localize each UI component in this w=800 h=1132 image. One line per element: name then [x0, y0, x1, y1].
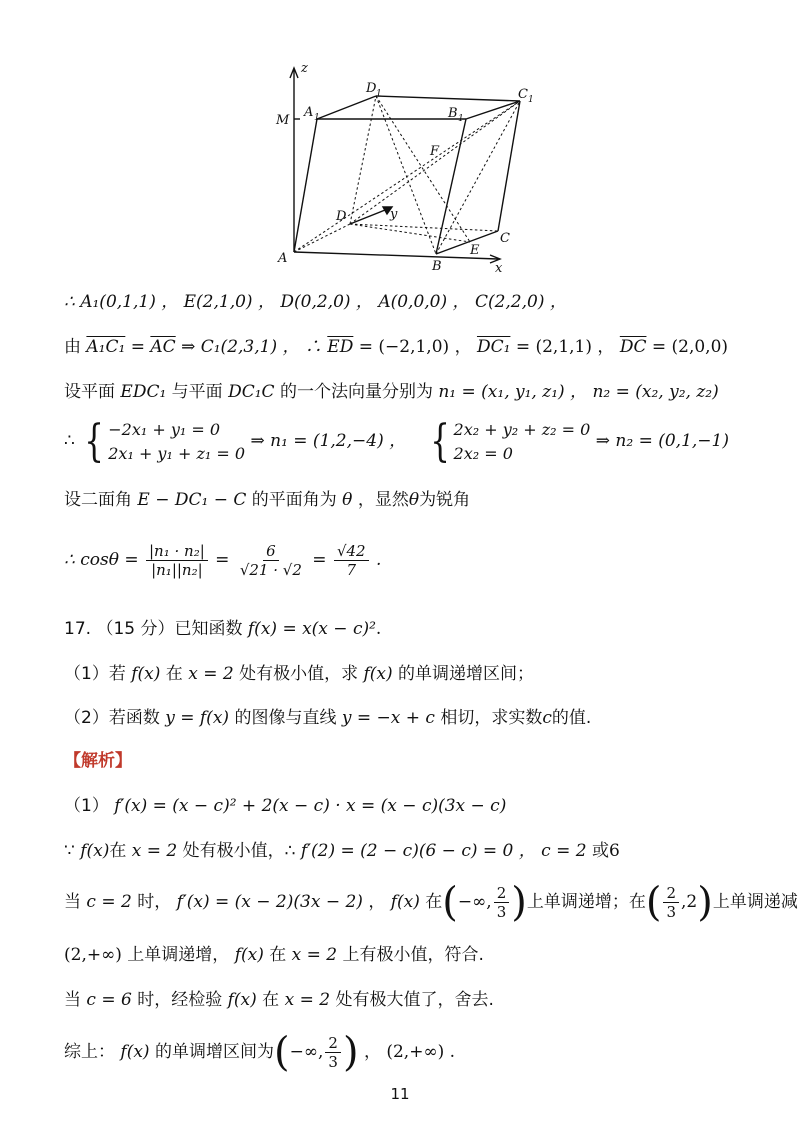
label-x: x — [495, 261, 503, 276]
system-2 — [426, 415, 591, 467]
text-set-plane: 设平面 — [64, 382, 115, 402]
text-plane-angle: 的平面角为 — [251, 490, 337, 510]
c-eq-6: c = 6 — [81, 990, 138, 1010]
interval-end: ,2 — [681, 892, 698, 912]
question-17 — [64, 617, 381, 641]
y-fx: y = f(x) — [165, 708, 230, 728]
question-17-part-2 — [64, 706, 591, 730]
system-2-row-1: 2x₂ + y₂ + z₂ = 0 — [453, 419, 591, 439]
function-def: f(x) = x(x − c)² — [247, 619, 376, 639]
cosine-line — [64, 530, 381, 590]
frac-num: 2 — [663, 884, 679, 903]
paren-close: ) — [697, 879, 713, 926]
label-e: E — [470, 243, 480, 258]
fraction-two-thirds — [494, 884, 510, 921]
paren-open: ( — [645, 879, 662, 926]
coordinates-line: ∴ A₁(0,1,1) ， E(2,1,0) ， D(0,2,0) ， A(0,0,0) ， C(2,2,0) ， — [64, 292, 567, 312]
vec-ed: $\overline{ED}$ — [327, 337, 354, 357]
x-axis — [294, 252, 498, 259]
interval-2: ， (2,+∞) . — [358, 1042, 456, 1062]
fraction-two-thirds — [663, 884, 679, 921]
theta-1: θ — [336, 490, 358, 510]
fraction-2 — [237, 542, 305, 579]
label-b: B — [432, 259, 442, 274]
vector-line — [64, 335, 728, 359]
system-2-row-2: 2x₂ = 0 — [453, 443, 513, 463]
edge-d-d1 — [350, 96, 376, 224]
interval: (2,+∞) — [64, 945, 128, 965]
edge-b-b1 — [436, 119, 466, 254]
page-number: 11 — [390, 1085, 410, 1103]
x-eq-2: x = 2 — [284, 990, 331, 1010]
eq-3: = — [312, 550, 332, 570]
label-b1: B — [448, 106, 458, 121]
interval-start: −∞, — [457, 892, 492, 912]
text: 时， — [137, 892, 177, 912]
edge-a1-d1 — [317, 96, 376, 119]
text-normal-vectors: 的一个法向量分别为 — [279, 382, 433, 402]
frac-den: 3 — [666, 903, 677, 921]
vec-dc: $\overline{DC}$ — [619, 337, 647, 357]
label-m: M — [276, 113, 290, 128]
text: （1） — [64, 796, 115, 816]
question-17-part-1 — [64, 662, 534, 686]
paren-close: ) — [342, 1029, 359, 1076]
paren-open: ( — [273, 1029, 290, 1076]
theta-2: θ — [408, 490, 420, 510]
fx: f(x) — [131, 664, 161, 684]
text: 上单调递增， — [127, 945, 235, 965]
n1-result: ⇒ n₁ = (1,2,−4) ， — [250, 431, 407, 451]
fraction-1-den: |n₁||n₂| — [151, 561, 203, 579]
because-symbol: ∵ — [64, 841, 81, 861]
fraction-1 — [146, 542, 208, 579]
frac-den: 3 — [496, 903, 507, 921]
period: . — [375, 619, 382, 639]
text: 的单调递增区间； — [392, 664, 535, 684]
text: 的图像与直线 — [229, 708, 342, 728]
label-z: z — [301, 61, 308, 76]
edge-d1-c1 — [376, 96, 520, 101]
label-y: y — [390, 207, 398, 222]
solution-heading: 【解析】 — [64, 751, 132, 771]
text-set-dihedral: 设二面角 — [64, 490, 132, 510]
label-d: D — [336, 209, 347, 224]
text: 在 — [263, 945, 292, 965]
fx: f(x) — [363, 664, 393, 684]
fraction-2-den: √21 · √2 — [239, 561, 302, 579]
label-c1-sub: 1 — [528, 95, 534, 105]
text: 的单调增区间为 — [149, 1042, 274, 1062]
fraction-1-num: |n₁ · n₂| — [146, 542, 208, 561]
normal-vectors-def: n₁ = (x₁, y₁, z₁) ， n₂ = (x₂, y₂, z₂) — [432, 382, 719, 402]
vec-ac: $\overline{AC}$ — [150, 337, 176, 357]
fx: f(x) — [227, 990, 257, 1010]
solution-step-2 — [64, 839, 620, 863]
solution-step-5 — [64, 988, 494, 1012]
systems-line — [64, 417, 729, 466]
line-eq: y = −x + c — [341, 708, 435, 728]
ed-value: = (−2,1,0) ， — [353, 337, 477, 357]
text: 处有极小值，∴ — [182, 841, 301, 861]
eq-1: = — [125, 337, 151, 357]
plane-edc1: EDC₁ — [115, 382, 172, 402]
text: 当 — [64, 892, 81, 912]
f-prime-2: f′(2) = (2 − c)(6 − c) = 0 — [300, 841, 514, 861]
label-c1: C — [518, 87, 528, 102]
n2-result: ⇒ n₂ = (0,1,−1) — [595, 431, 729, 451]
text: 上有极小值，符合. — [337, 945, 484, 965]
plane-dc1c: DC₁C — [222, 382, 280, 402]
fraction-3-den: 7 — [346, 561, 357, 579]
text: 的值. — [551, 708, 592, 728]
c-var: c — [542, 708, 552, 728]
fx: f(x) — [120, 1042, 150, 1062]
dihedral-angle-line — [64, 488, 470, 512]
fx: f(x) — [234, 945, 264, 965]
text: 综上： — [64, 1042, 121, 1062]
text: 在 — [160, 664, 189, 684]
paren-close: ) — [511, 879, 527, 926]
text: 处有极小值，求 — [233, 664, 364, 684]
vec-a1c1: A₁C₁ — [86, 337, 126, 357]
solution-step-3 — [64, 880, 798, 924]
fx: f(x) — [80, 841, 110, 861]
text: 相切，求实数 — [434, 708, 543, 728]
text: 在 — [256, 990, 285, 1010]
fx: f(x) — [390, 892, 420, 912]
fraction-2-num: 6 — [263, 542, 279, 561]
x-eq-2: x = 2 — [126, 841, 183, 861]
solution-step-1 — [64, 794, 506, 818]
dihedral-name: E − DC₁ − C — [132, 490, 252, 510]
text: 上单调递增；在 — [526, 892, 646, 912]
text: 上单调递减 — [712, 892, 798, 912]
text: （1）若 — [64, 664, 132, 684]
parallelepiped-figure — [270, 56, 540, 278]
text: 或 — [591, 841, 609, 861]
text: 在 — [419, 892, 443, 912]
frac-num: 2 — [325, 1034, 341, 1053]
x-eq-2: x = 2 — [188, 664, 234, 684]
dc-value: = (2,0,0) — [646, 337, 729, 357]
label-f: F — [430, 144, 440, 159]
label-c: C — [500, 231, 510, 246]
c-eq-2: c = 2 — [81, 892, 138, 912]
eq-2: = — [215, 550, 235, 570]
dc1-value: = (2,1,1) ， — [510, 337, 620, 357]
text: 在 — [109, 841, 127, 861]
text-acute: 为锐角 — [419, 490, 471, 510]
label-a1-sub: 1 — [314, 113, 320, 123]
text-and-plane: 与平面 — [171, 382, 223, 402]
edge-b-c — [436, 231, 498, 254]
paren-open: ( — [442, 879, 458, 926]
derivative: f′(x) = (x − c)² + 2(x − c) · x = (x − c)(3x − c) — [114, 796, 507, 816]
brace-icon: { — [84, 415, 105, 467]
normal-vector-line — [64, 380, 719, 404]
frac-num: 2 — [494, 884, 510, 903]
f-prime-x: f′(x) = (x − 2)(3x − 2) — [176, 892, 363, 912]
fraction-3 — [334, 542, 369, 579]
label-d1-sub: 1 — [376, 89, 382, 99]
diag-a-c1 — [294, 101, 520, 252]
period: . — [376, 550, 382, 570]
solution-conclusion — [64, 1030, 455, 1074]
cos-theta: ∴ cosθ = — [64, 550, 144, 570]
question-17-intro: 17. （15 分）已知函数 — [64, 619, 248, 639]
label-a: A — [278, 251, 288, 266]
therefore-symbol: ∴ — [64, 431, 75, 451]
fraction-two-thirds — [325, 1034, 341, 1071]
y-axis — [350, 208, 390, 224]
c1-point: ⇒ C₁(2,3,1) ， ∴ — [175, 337, 328, 357]
label-b1-sub: 1 — [458, 114, 464, 124]
six: 6 — [608, 841, 620, 861]
system-1 — [80, 415, 246, 467]
system-1-row-1: −2x₁ + y₁ = 0 — [108, 419, 221, 439]
system-1-row-2: 2x₁ + y₁ + z₁ = 0 — [108, 443, 246, 463]
edge-a-a1 — [294, 119, 317, 252]
label-a1: A — [304, 105, 314, 120]
brace-icon: { — [429, 415, 450, 467]
x-eq-2: x = 2 — [291, 945, 338, 965]
interval-start: −∞, — [289, 1042, 324, 1062]
text: 当 — [64, 990, 81, 1010]
text-obviously: ，显然 — [357, 490, 409, 510]
text: （2）若函数 — [64, 708, 166, 728]
text: 时，经检验 — [137, 990, 228, 1010]
solution-step-4 — [64, 943, 484, 967]
comma: ， — [362, 892, 391, 912]
c-eq-2: ， c = 2 — [513, 841, 592, 861]
vec-dc1: DC₁ — [476, 337, 511, 357]
edge-a-d — [294, 224, 350, 252]
you-text: 由 — [64, 337, 87, 357]
fraction-3-num: √42 — [334, 542, 369, 561]
frac-den: 3 — [328, 1053, 338, 1071]
text: 处有极大值了，舍去. — [330, 990, 494, 1010]
label-d1: D — [366, 81, 377, 96]
